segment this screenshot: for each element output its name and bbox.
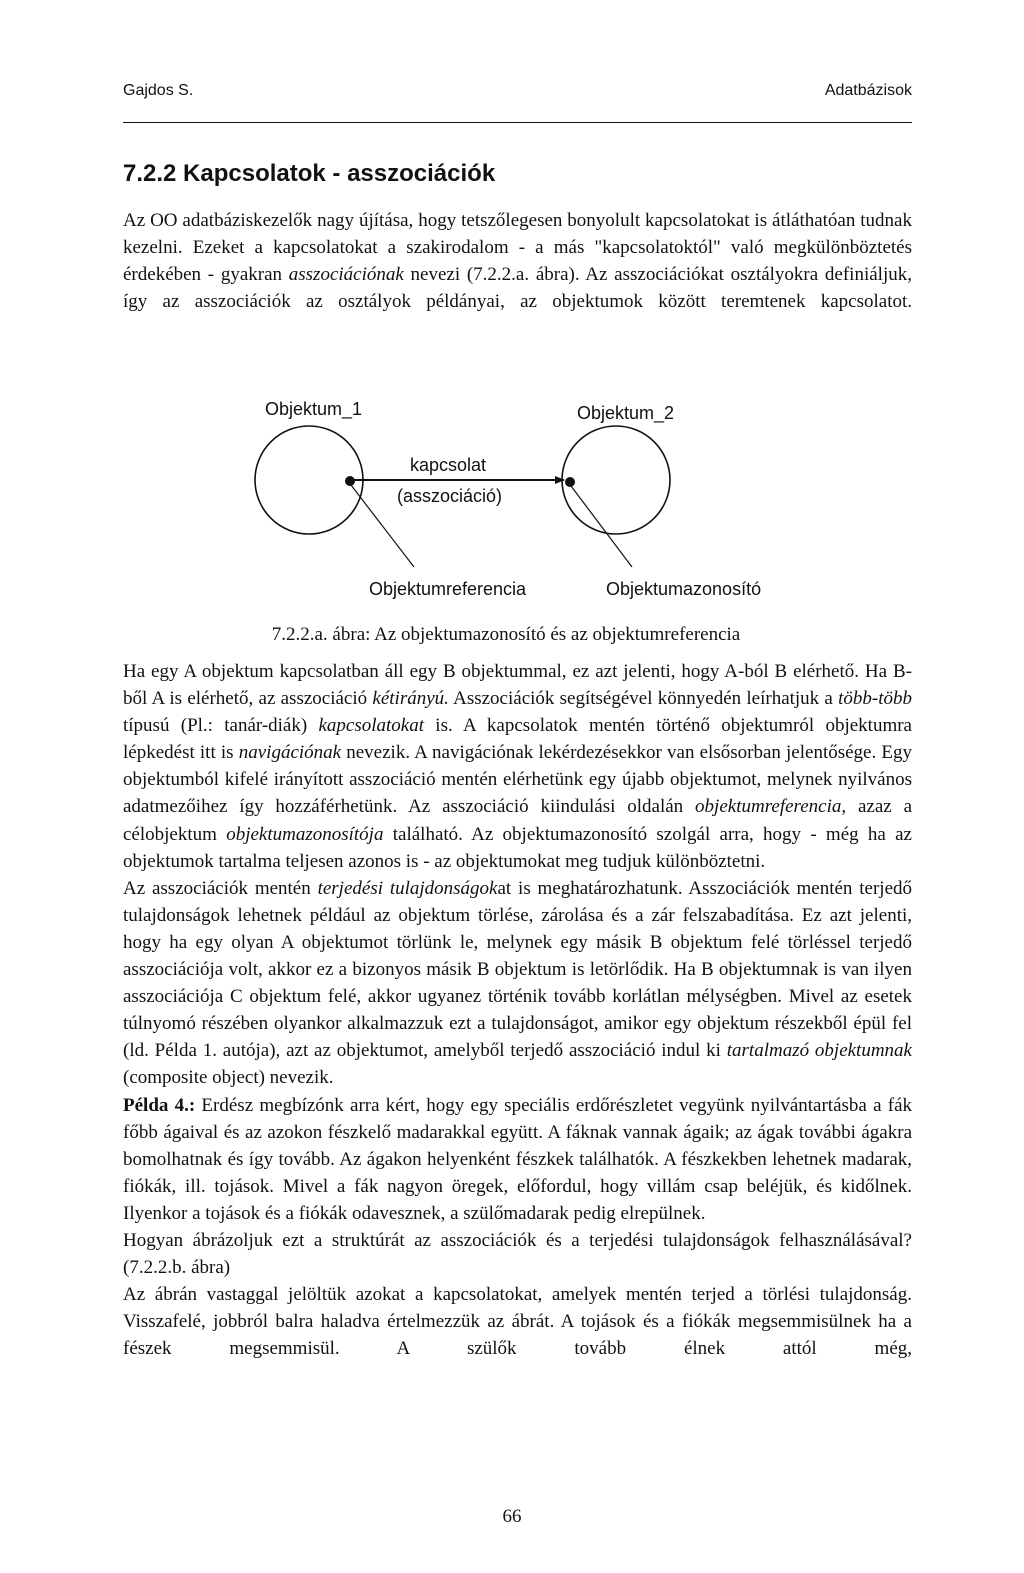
object2-label: Objektum_2 [577,403,675,423]
header-rule [123,122,912,123]
emphasis: terjedési tulajdonságok [317,877,498,899]
figure-caption-text: 7.2.2.a. ábra: Az objektumazonosító és az objektumreferencia [271,624,741,645]
intro-emphasis: asszociációnak [288,264,404,286]
paragraph-text: Asszociációk segítségével könnyedén leírhatjuk a [448,688,839,710]
paragraph-1 [123,658,912,875]
identifier-dot [565,477,575,487]
emphasis: több-több [838,688,913,710]
section-title: 7.2.2 Kapcsolatok - asszociációk [123,160,496,187]
emphasis: navigációnak [238,742,342,764]
emphasis: objektumreferencia, [695,796,847,818]
intro-paragraph [123,207,912,315]
paragraph-text: Hogyan ábrázoljuk ezt a struktúrát az asszociációk és a terjedési tulajdonságok felhasználásával? (7.2.2.b. ábra) [123,1229,912,1279]
header-author: Gajdos S. [123,82,194,99]
example-label: Példa 4.: [123,1094,196,1116]
identifier-pointer-line [571,486,632,567]
emphasis: kapcsolatokat [318,715,425,737]
paragraph-text: at is meghatározhatunk. Asszociációk mentén terjedő tulajdonságok lehetnek például az objektum törlése, zárolása és a zár felszabadítása. Ez azt jelenti, hogy ha egy olyan A objektumot törlünk le, melynek egy másik B objektum felé törléssel terjedő asszociációja volt, akkor ez a bizonyos másik B objektum is letörlődik. Ha B objektumnak is van ilyen asszociációja C objektum felé, akkor ugyanez történik tovább korlátlan mélységben. Mivel az esetek túlnyomó részében olyankor alkalmazzuk ezt a tulajdonságot, amikor egy objektum részekből épül fel (ld. Példa 1. autója), azt az objektumot, amelyből terjedő asszociáció indul ki [123,877,913,1062]
reference-dot [345,476,355,486]
page-number: 66 [502,1506,522,1527]
intro-text: nevezi (7.2.2.a. ábra). Az asszociációkat osztályokra definiáljuk, így az asszociációk az osztályok példányai, az objektumok között teremtenek kapcsolatot. [123,264,912,313]
link-label: kapcsolat [410,455,487,475]
paragraph-2 [123,875,912,1092]
paragraph-3 [123,1092,912,1227]
paragraph-4 [123,1227,912,1281]
identifier-label: Objektumazonosító [606,579,762,599]
object1-label: Objektum_1 [265,399,363,419]
paragraph-text: Az ábrán vastaggal jelöltük azokat a kapcsolatokat, amelyek mentén terjed a törlési tulajdonság. Visszafelé, jobbról balra haladva értelmezzük az ábrát. A tojások és a fiókák megsemmisülnek ha a fészek megsemmisül. A szülők tovább élnek attól még, [123,1284,912,1360]
figure-caption [0,624,1024,646]
paragraph-5 [123,1281,912,1362]
paragraph-text: (composite object) nevezik. [123,1067,334,1089]
emphasis: tartalmazó objektumnak [726,1040,912,1062]
paragraph-text: található. Az objektumazonosító szolgál arra, hogy - még ha az objektumok tartalma teljesen azonos is - az objektumokat meg tudjuk különböztetni. [123,823,912,872]
emphasis: objektumazonosítója [226,823,384,845]
figure-association [240,393,780,608]
paragraph-text: is. A kapcsolatok mentén történő objektumról objektumra lépkedést itt is [123,715,912,764]
paragraph-text: típusú (Pl.: tanár-diák) [123,715,319,737]
reference-label: Objektumreferencia [369,579,527,599]
body-text [123,658,912,1362]
paragraph-text: azaz a célobjektum [123,796,913,845]
intro-text: Az OO adatbáziskezelők nagy újítása, hogy tetszőlegesen bonyolult kapcsolatokat is átláthatóan tudnak kezelni. Ezeket a kapcsolatokat a szakirodalom - a más "kapcsolatoktól" való megkülönböztetés érdekében - gyakran [123,210,912,286]
paragraph-text: Ha egy A objektum kapcsolatban áll egy B objektummal, ez azt jelenti, hogy A-ból B elérhető. Ha B-ből A is elérhető, az asszociáció [123,661,912,710]
paragraph-text: Erdész megbízónk arra kért, hogy egy speciális erdőrészletet vegyünk nyilvántartásba a fák főbb ágaival és az azokon fészkelő madarakkal együtt. A fáknak vannak ágaik; az ágak további ágakra bomolhatnak és így tovább. Az ágakon helyenként fészkek találhatók. A fészkekben lehetnek madarak, fiókák, ill. tojások. Mivel a fák nagyon öregek, előfordul, hogy villám csap beléjük, és kidőlnek. Ilyenkor a tojások és a fiókák odavesznek, a szülőmadarak pedig elrepülnek. [123,1094,913,1224]
emphasis: kétirányú. [372,688,449,710]
paragraph-text: Az asszociációk mentén [123,877,318,899]
link-sublabel: (asszociáció) [397,486,503,506]
paragraph-text: nevezik. A navigációnak lekérdezésekkor van elsősorban jelentősége. Egy objektumból kifelé irányított asszociáció mentén elérhetünk egy újabb objektumot, melynek nyilvános adatmezőihez így hozzáférhetünk. Az asszociáció kiindulási oldalán [123,742,913,818]
header-subject: Adatbázisok [824,82,912,99]
figure-diagram [240,393,780,608]
object2-circle [562,426,670,534]
